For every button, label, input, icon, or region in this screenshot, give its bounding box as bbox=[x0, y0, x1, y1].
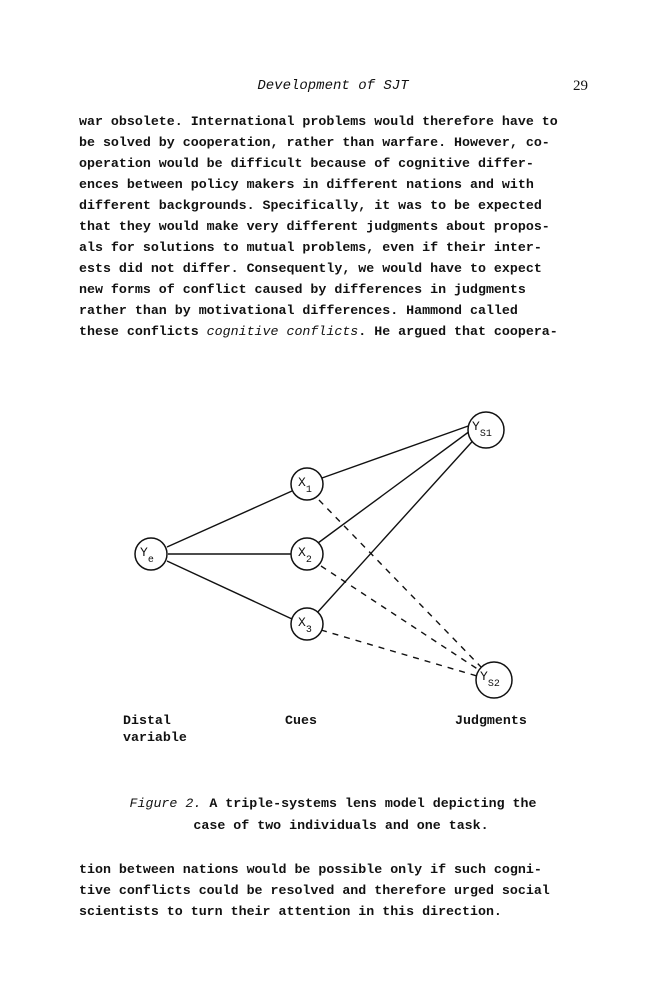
edge-ye-x3 bbox=[167, 561, 292, 619]
text-line: scientists to turn their attention in this direction. bbox=[79, 904, 502, 919]
node-main: Y bbox=[480, 669, 488, 684]
node-sub: 1 bbox=[305, 485, 312, 496]
text-line: ests did not differ. Consequently, we would have to expect bbox=[79, 261, 542, 276]
edge-x2-ys2 bbox=[321, 566, 479, 670]
text-line: tive conflicts could be resolved and therefore urged social bbox=[79, 883, 550, 898]
label-judgments: Judgments bbox=[455, 713, 527, 728]
page-number: 29 bbox=[573, 78, 588, 94]
node-sub: e bbox=[147, 555, 154, 566]
edge-x1-ys1 bbox=[322, 425, 471, 478]
dashed-connections bbox=[319, 500, 482, 676]
text-line: new forms of conflict caused by differences in judgments bbox=[79, 282, 526, 297]
node-main: Y bbox=[472, 419, 480, 434]
text-line: ences between policy makers in different nations and with bbox=[79, 177, 534, 192]
node-main: Y bbox=[140, 545, 148, 560]
text-run: these conflicts bbox=[79, 324, 207, 339]
edge-ye-x1 bbox=[167, 491, 292, 547]
text-line: tion between nations would be possible only if such cogni- bbox=[79, 862, 542, 877]
node-sub: S1 bbox=[479, 429, 492, 440]
figure-caption-label: Figure 2. bbox=[129, 796, 202, 811]
text-line: rather than by motivational differences. Hammond called bbox=[79, 303, 518, 318]
label-distal-variable: Distal variable bbox=[123, 713, 187, 745]
text-line: als for solutions to mutual problems, even if their inter- bbox=[79, 240, 542, 255]
edge-x3-ys1 bbox=[316, 434, 479, 614]
node-sub: 3 bbox=[305, 625, 312, 636]
figure-caption-line-1 bbox=[0, 796, 666, 811]
node-sub: S2 bbox=[487, 679, 500, 690]
text-run: . He argued that coopera- bbox=[358, 324, 558, 339]
running-title: Development of SJT bbox=[257, 78, 409, 94]
node-main: X bbox=[298, 615, 306, 630]
node-main: X bbox=[298, 475, 306, 490]
text-line: different backgrounds. Specifically, it was to be expected bbox=[79, 198, 542, 213]
solid-connections bbox=[167, 425, 479, 619]
emphasis-term: cognitive conflicts bbox=[206, 324, 359, 339]
node-sub: 2 bbox=[305, 555, 312, 566]
text-line: be solved by cooperation, rather than warfare. However, co- bbox=[79, 135, 550, 150]
text-line: war obsolete. International problems would therefore have to bbox=[79, 114, 558, 129]
node-main: X bbox=[298, 545, 306, 560]
text-line: that they would make very different judgments about propos- bbox=[79, 219, 550, 234]
text-line: operation would be difficult because of cognitive differ- bbox=[79, 156, 534, 171]
figure-caption-line-2: case of two individuals and one task. bbox=[193, 818, 489, 833]
label-cues: Cues bbox=[285, 713, 317, 728]
caption-text: A triple-systems lens model depicting the bbox=[201, 796, 537, 811]
